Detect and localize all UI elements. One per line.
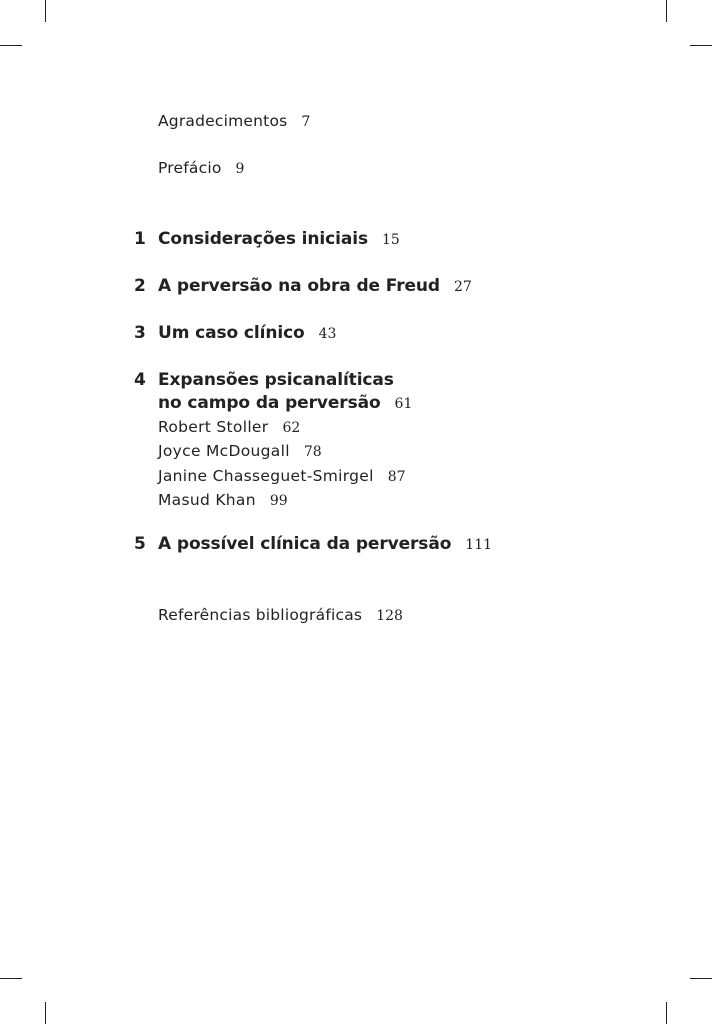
toc-page-number: 87 — [387, 468, 406, 485]
chapter-number: 4 — [134, 370, 146, 390]
crop-mark-bottom-right-vertical — [666, 1002, 667, 1024]
crop-mark-top-left-vertical — [45, 0, 46, 22]
toc-page-number: 27 — [453, 279, 472, 295]
toc-section-list — [158, 416, 406, 513]
toc-page-number: 9 — [235, 161, 245, 177]
chapter-number: 1 — [134, 229, 146, 249]
crop-mark-top-right-horizontal — [690, 45, 712, 46]
toc-page-number: 111 — [465, 537, 493, 553]
toc-chapter-4 — [134, 369, 413, 416]
toc-section-masud-khan — [158, 489, 406, 513]
toc-page-number: 43 — [318, 326, 337, 342]
toc-page-number: 15 — [381, 232, 400, 248]
chapter-title: Considerações iniciais — [158, 229, 368, 249]
chapter-title: Um caso clínico — [158, 323, 305, 343]
chapter-number: 3 — [134, 323, 146, 343]
chapter-title: A possível clínica da perversão — [158, 534, 452, 554]
chapter-title-line-1: Expansões psicanalíticas — [158, 370, 394, 390]
toc-entry-agradecimentos — [158, 110, 310, 134]
toc-chapter-3 — [134, 322, 337, 346]
section-title: Janine Chasseguet-Smirgel — [158, 466, 374, 485]
toc-entry-referencias — [158, 604, 403, 628]
toc-chapter-2 — [134, 275, 472, 299]
toc-chapter-5 — [134, 533, 493, 557]
toc-page-number: 99 — [269, 492, 288, 509]
chapter-title: A perversão na obra de Freud — [158, 276, 440, 296]
chapter-title-line-2-wrapper — [158, 392, 412, 416]
section-title: Joyce McDougall — [158, 442, 290, 461]
toc-page-number: 62 — [282, 420, 301, 436]
toc-section-joyce-mcdougall — [158, 440, 406, 464]
crop-mark-bottom-left-horizontal — [0, 978, 22, 979]
toc-page-number: 78 — [303, 444, 322, 461]
crop-mark-top-right-vertical — [666, 0, 667, 22]
toc-entry-prefacio — [158, 157, 244, 181]
section-title: Masud Khan — [158, 490, 256, 509]
toc-entry-title: Referências bibliográficas — [158, 606, 363, 624]
toc-page-number: 7 — [301, 114, 311, 130]
crop-mark-bottom-left-vertical — [45, 1002, 46, 1024]
chapter-number: 2 — [134, 276, 146, 296]
toc-page-number: 128 — [376, 608, 403, 624]
toc-entry-title: Agradecimentos — [158, 112, 288, 130]
section-title: Robert Stoller — [158, 418, 269, 436]
chapter-number: 5 — [134, 534, 146, 554]
toc-page-number: 61 — [394, 396, 413, 412]
crop-mark-top-left-horizontal — [0, 45, 22, 46]
chapter-title-line-2: no campo da perversão — [158, 393, 381, 413]
toc-section-janine-chasseguet-smirgel — [158, 465, 406, 489]
toc-chapter-1 — [134, 228, 400, 252]
toc-section-robert-stoller — [158, 416, 406, 440]
toc-entry-title: Prefácio — [158, 159, 222, 177]
crop-mark-bottom-right-horizontal — [690, 978, 712, 979]
